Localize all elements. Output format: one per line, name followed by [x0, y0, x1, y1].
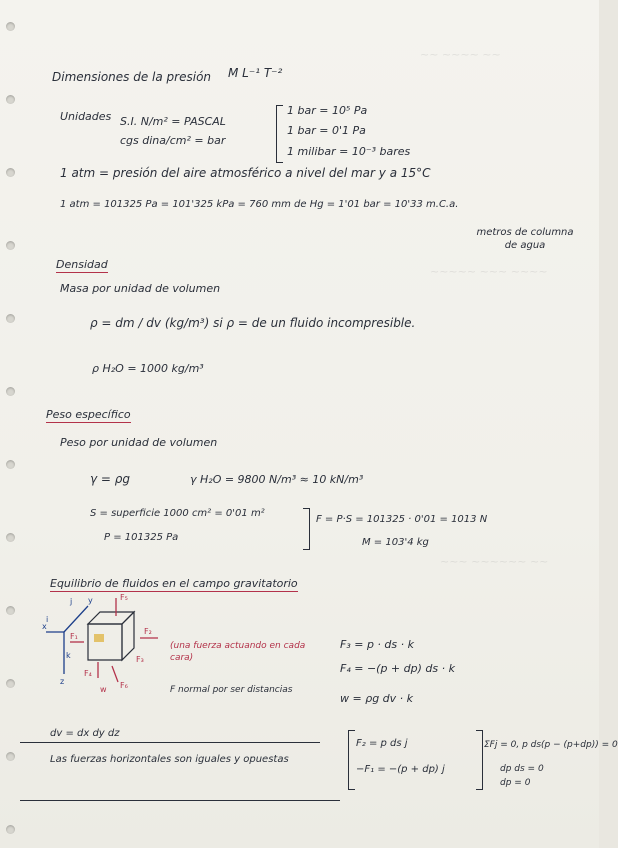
conversion-3: 1 milibar = 10⁻³ bares [287, 145, 411, 158]
density-definition: Masa por unidad de volumen [60, 282, 221, 295]
dashed-rule-1 [20, 742, 320, 743]
equilibrium-eq-2: F₄ = −(p + dp) ds · k [340, 662, 455, 675]
equilibrium-eq-1: F₃ = p · ds · k [340, 638, 414, 651]
units-si: S.I. N/m² = PASCAL [120, 115, 226, 128]
bottom-f2: F₂ = p ds j [356, 738, 408, 749]
axis-label-z: z [60, 677, 65, 686]
specific-weight-water: γ H₂O = 9800 N/m³ ≈ 10 kN/m³ [190, 473, 364, 486]
units-cgs: cgs dina/cm² = bar [120, 134, 226, 147]
conversion-2: 1 bar = 0'1 Pa [287, 124, 366, 137]
force-label-w: w [100, 685, 107, 694]
density-water: ρ H₂O = 1000 kg/m³ [92, 362, 204, 375]
horizontal-forces-text: Las fuerzas horizontales son iguales y opuestas [50, 754, 289, 765]
atm-equation: 1 atm = 101325 Pa = 101'325 kPa = 760 mm de Hg = 1'01 bar = 10'33 m.C.a. [60, 199, 459, 210]
force-label-f5: F₅ [120, 593, 128, 602]
units-brace [276, 105, 283, 163]
bottom-sum: ΣFj = 0, p ds(p − (p+dp)) = 0 [484, 740, 618, 750]
binder-holes [6, 0, 20, 848]
unit-vector-i: i [46, 615, 49, 624]
notebook-page: ~~ ~~~~ ~~ ~~~~~ ~~~ ~~~~ ~~~ ~~~~~~ ~~ Dimensiones de la presión M L⁻¹ T⁻² Unidades S.I. N/m² = PASCAL cgs dina/cm² = bar 1 bar = 10⁵ Pa 1 bar = 0'1 Pa 1 milibar = 10⁻³ bares 1 atm = presión del aire atmosférico a nivel del mar y a 15°C 1 atm = 101325 Pa = 101'325 kPa = 760 mm de Hg = 1'01 bar = 10'33 m.C.a. metros de columna de agua Densidad Masa por unidad de volumen ρ = dm / dv (kg/m³) si ρ = de un fluido incompresible. ρ H₂O = 1000 kg/m³ Peso específico Peso por unidad de volumen γ = ρg γ H₂O = 9800 N/m³ ≈ 10 kN/m³ S = superficie 1000 cm² = 0'01 m² P = 101325 Pa F = P·S = 101325 · 0'01 = 1013 N M = 103'4 kg Equilibrio de fluidos en el campo gravitatorio y x z j i k F₅ F₂ F₁ F₄ F₆ w F₃ (una fuerza actuando en cada cara) F normal por ser distancias F₃ = p · ds · k F₄ = −(p + dp) ds · k w = ρg dv · k dv = dx dy dz Las fuerzas horizontales son iguales y opuestas F₂ = p ds j −F₁ = −(p + dp) j ΣFj = 0, p ds(p − (p+dp)) = 0 dp ds = 0 dp = 0 [0, 0, 599, 848]
force-label-f4: F₄ [84, 669, 92, 678]
weight-brace [303, 508, 310, 550]
bottom-f1: −F₁ = −(p + dp) j [356, 764, 445, 775]
fluid-element-diagram [40, 592, 170, 702]
bottom-brace [348, 730, 355, 790]
dv-formula: dv = dx dy dz [50, 728, 120, 739]
unit-vector-j: j [70, 597, 73, 606]
equilibrium-note-1: (una fuerza actuando en cada cara) [170, 641, 306, 663]
unit-vector-k: k [66, 651, 71, 660]
dashed-rule-2 [20, 800, 340, 801]
force-label-f3: F₃ [136, 655, 144, 664]
equilibrium-note-2: F normal por ser distancias [170, 685, 293, 695]
dimension-formula: M L⁻¹ T⁻² [228, 66, 283, 80]
bottom-result-1: dp ds = 0 [500, 764, 544, 774]
density-formula: ρ = dm / dv (kg/m³) si ρ = de un fluido incompresible. [90, 316, 416, 330]
units-label: Unidades [60, 110, 112, 123]
surface-line: S = superficie 1000 cm² = 0'01 m² [90, 508, 265, 519]
mass-line: M = 103'4 kg [362, 537, 429, 548]
force-label-f1: F₁ [70, 632, 78, 641]
equilibrium-eq-3: w = ρg dv · k [340, 692, 414, 705]
axis-label-x: x [42, 622, 47, 631]
force-line: F = P·S = 101325 · 0'01 = 1013 N [316, 514, 488, 525]
specific-weight-definition: Peso por unidad de volumen [60, 436, 218, 449]
specific-weight-heading: Peso específico [46, 408, 131, 421]
page-title: Dimensiones de la presión [52, 70, 212, 84]
force-label-f2: F₂ [144, 627, 152, 636]
conversion-1: 1 bar = 10⁵ Pa [287, 104, 368, 117]
equilibrium-heading: Equilibrio de fluidos en el campo gravitatorio [50, 577, 298, 590]
bottom-result-2: dp = 0 [500, 778, 531, 788]
axis-label-y: y [88, 596, 93, 605]
atm-note: metros de columna de agua [476, 227, 574, 251]
specific-weight-formula: γ = ρg [90, 472, 131, 486]
force-label-f6: F₆ [120, 681, 128, 690]
atm-definition: 1 atm = presión del aire atmosférico a nivel del mar y a 15°C [60, 166, 431, 180]
bottom-right-brace [476, 730, 483, 790]
pressure-line: P = 101325 Pa [104, 532, 179, 543]
density-heading: Densidad [56, 258, 108, 271]
